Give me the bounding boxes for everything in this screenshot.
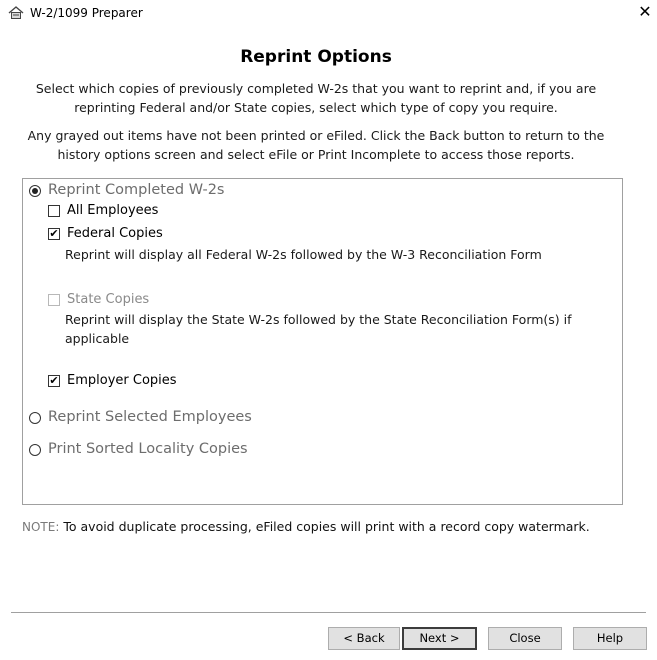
federal-copies-checkbox[interactable] bbox=[48, 225, 168, 243]
radio-selected-icon bbox=[29, 185, 41, 197]
reprint-selected-employees-label: Reprint Selected Employees bbox=[48, 409, 252, 425]
window-title: W-2/1099 Preparer bbox=[30, 6, 143, 20]
help-button[interactable]: Help bbox=[573, 627, 647, 650]
footer-divider bbox=[11, 612, 646, 613]
print-sorted-locality-label: Print Sorted Locality Copies bbox=[48, 441, 248, 457]
employer-copies-label: Employer Copies bbox=[67, 373, 177, 388]
instructions-text: Select which copies of previously completed W-2s that you want to reprint and, if you are reprinting Federal and/or State copies, select which type of copy you require. bbox=[35, 81, 597, 115]
note-line bbox=[22, 519, 590, 534]
checkbox-disabled-icon bbox=[48, 294, 60, 306]
radio-unselected-icon bbox=[29, 412, 41, 424]
federal-copies-label: Federal Copies bbox=[67, 226, 163, 241]
next-button[interactable]: Next > bbox=[402, 627, 477, 650]
employer-copies-checkbox[interactable] bbox=[48, 372, 178, 390]
state-copies-checkbox bbox=[48, 291, 158, 309]
page-title: Reprint Options bbox=[240, 47, 392, 67]
all-employees-label: All Employees bbox=[67, 203, 159, 218]
note-label: NOTE: bbox=[22, 520, 60, 534]
reprint-completed-label: Reprint Completed W-2s bbox=[48, 182, 225, 198]
reprint-completed-radio[interactable] bbox=[29, 181, 239, 201]
state-copies-label: State Copies bbox=[67, 292, 150, 307]
federal-copies-description: Reprint will display all Federal W-2s followed by the W-3 Reconciliation Form bbox=[65, 247, 542, 262]
state-copies-description: Reprint will display the State W-2s followed by the State Reconciliation Form(s) if applicable bbox=[65, 312, 572, 346]
checkbox-unchecked-icon bbox=[48, 205, 60, 217]
back-button[interactable]: < Back bbox=[328, 627, 400, 650]
reprint-options-group bbox=[22, 178, 623, 505]
checkmark-icon: ✔ bbox=[49, 227, 59, 240]
grayed-items-text: Any grayed out items have not been printed or eFiled. Click the Back button to return to the history options screen and select eFile or Print Incomplete to access those reports. bbox=[27, 128, 605, 162]
reprint-selected-employees-radio[interactable] bbox=[29, 408, 259, 428]
note-text: To avoid duplicate processing, eFiled copies will print with a record copy watermark. bbox=[63, 519, 590, 534]
checkmark-icon: ✔ bbox=[49, 374, 59, 387]
radio-unselected-icon bbox=[29, 444, 41, 456]
close-button[interactable]: Close bbox=[488, 627, 562, 650]
close-window-icon[interactable]: ✕ bbox=[638, 2, 652, 21]
print-sorted-locality-radio[interactable] bbox=[29, 440, 259, 460]
all-employees-checkbox[interactable] bbox=[48, 202, 158, 220]
home-icon bbox=[8, 6, 24, 20]
title-bar bbox=[0, 0, 657, 26]
